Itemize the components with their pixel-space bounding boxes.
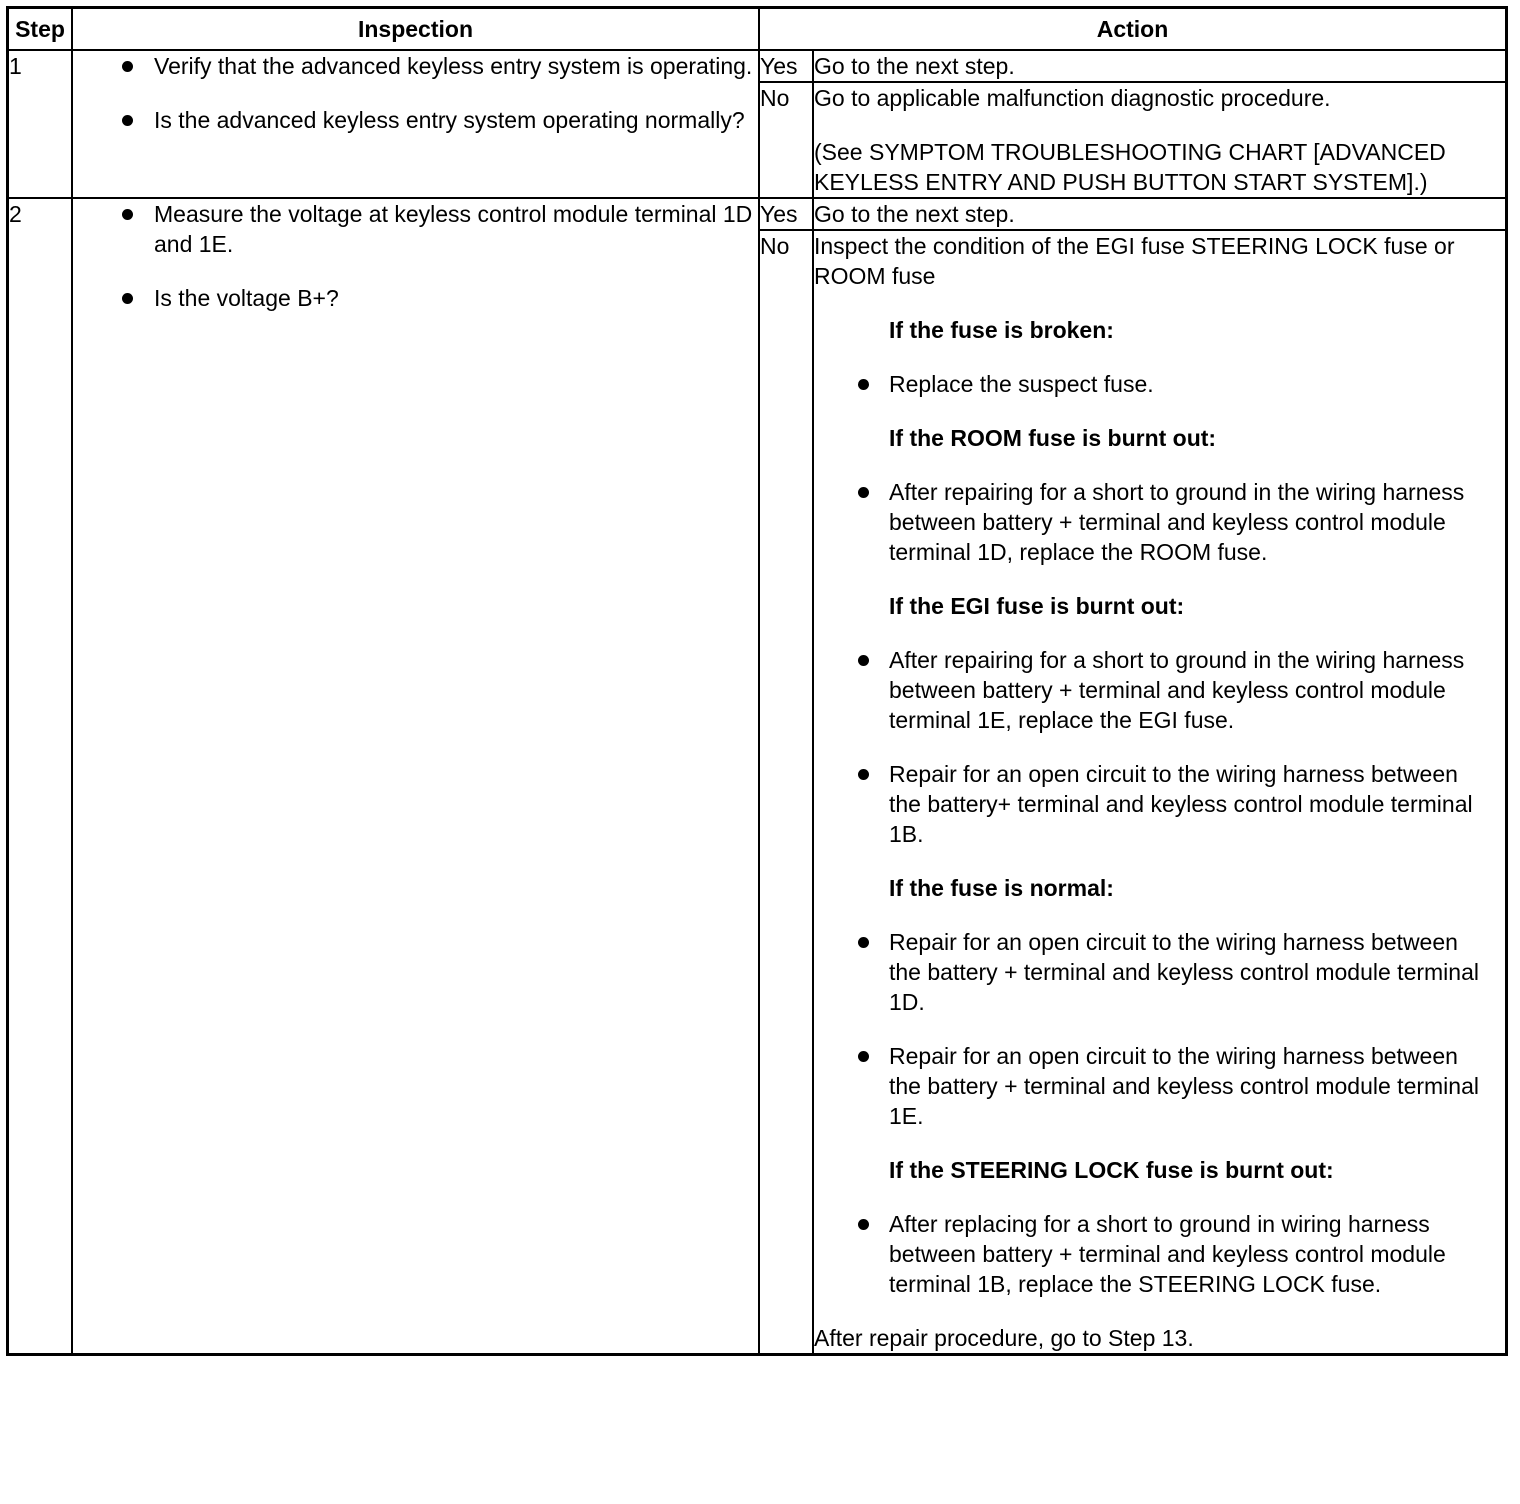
inspection-item: Is the advanced keyless entry system operating normally? xyxy=(73,105,758,135)
bullet-icon xyxy=(858,1051,869,1062)
inspection-item: Measure the voltage at keyless control module terminal 1D and 1E. xyxy=(73,199,758,259)
no-action xyxy=(813,82,1507,198)
case-heading: If the fuse is broken: xyxy=(889,317,1114,343)
case-heading: If the STEERING LOCK fuse is burnt out: xyxy=(889,1157,1334,1183)
header-action: Action xyxy=(759,8,1507,51)
no-label: No xyxy=(759,230,813,1355)
bullet-icon xyxy=(858,769,869,780)
header-step: Step xyxy=(8,8,73,51)
step-number: 2 xyxy=(8,198,73,1355)
yes-action: Go to the next step. xyxy=(813,198,1507,230)
no-label: No xyxy=(759,82,813,198)
bullet-icon xyxy=(122,61,133,72)
no-action-reference: (See SYMPTOM TROUBLESHOOTING CHART [ADVANCED KEYLESS ENTRY AND PUSH BUTTON START SYSTEM].) xyxy=(814,139,1446,195)
case-item: Repair for an open circuit to the wiring harness between the battery + terminal and keyless control module terminal 1D. xyxy=(814,927,1505,1017)
step-2-yes-row xyxy=(8,198,1507,230)
yes-label: Yes xyxy=(759,50,813,82)
bullet-icon xyxy=(122,115,133,126)
no-action-text: Inspect the condition of the EGI fuse STEERING LOCK fuse or ROOM fuse xyxy=(814,233,1455,289)
header-row xyxy=(8,8,1507,51)
bullet-icon xyxy=(858,655,869,666)
case-item: Repair for an open circuit to the wiring harness between the battery + terminal and keyless control module terminal 1E. xyxy=(814,1041,1505,1131)
case-item: After repairing for a short to ground in the wiring harness between battery + terminal and keyless control module terminal 1D, replace the ROOM fuse. xyxy=(814,477,1505,567)
case-item: Repair for an open circuit to the wiring harness between the battery+ terminal and keyless control module terminal 1B. xyxy=(814,759,1505,849)
case-heading: If the EGI fuse is burnt out: xyxy=(889,593,1185,619)
case-item: After repairing for a short to ground in the wiring harness between battery + terminal and keyless control module terminal 1E, replace the EGI fuse. xyxy=(814,645,1505,735)
step-1-inspection xyxy=(72,50,759,198)
step-number: 1 xyxy=(8,50,73,198)
no-action-text: Go to applicable malfunction diagnostic procedure. xyxy=(814,85,1331,111)
case-item: After replacing for a short to ground in wiring harness between battery + terminal and keyless control module terminal 1B, replace the STEERING LOCK fuse. xyxy=(814,1209,1505,1299)
closing-note: After repair procedure, go to Step 13. xyxy=(814,1325,1194,1351)
bullet-icon xyxy=(122,209,133,220)
bullet-icon xyxy=(122,293,133,304)
case-heading: If the fuse is normal: xyxy=(889,875,1114,901)
bullet-icon xyxy=(858,487,869,498)
step-2-inspection xyxy=(72,198,759,1355)
diagnostic-table xyxy=(6,6,1508,1356)
step-1-yes-row xyxy=(8,50,1507,82)
bullet-icon xyxy=(858,1219,869,1230)
bullet-icon xyxy=(858,937,869,948)
header-inspection: Inspection xyxy=(72,8,759,51)
no-action xyxy=(813,230,1507,1355)
inspection-item: Verify that the advanced keyless entry system is operating. xyxy=(73,51,758,81)
case-heading: If the ROOM fuse is burnt out: xyxy=(889,425,1217,451)
case-item: Replace the suspect fuse. xyxy=(814,369,1505,399)
bullet-icon xyxy=(858,379,869,390)
inspection-item: Is the voltage B+? xyxy=(73,283,758,313)
yes-action: Go to the next step. xyxy=(813,50,1507,82)
yes-label: Yes xyxy=(759,198,813,230)
